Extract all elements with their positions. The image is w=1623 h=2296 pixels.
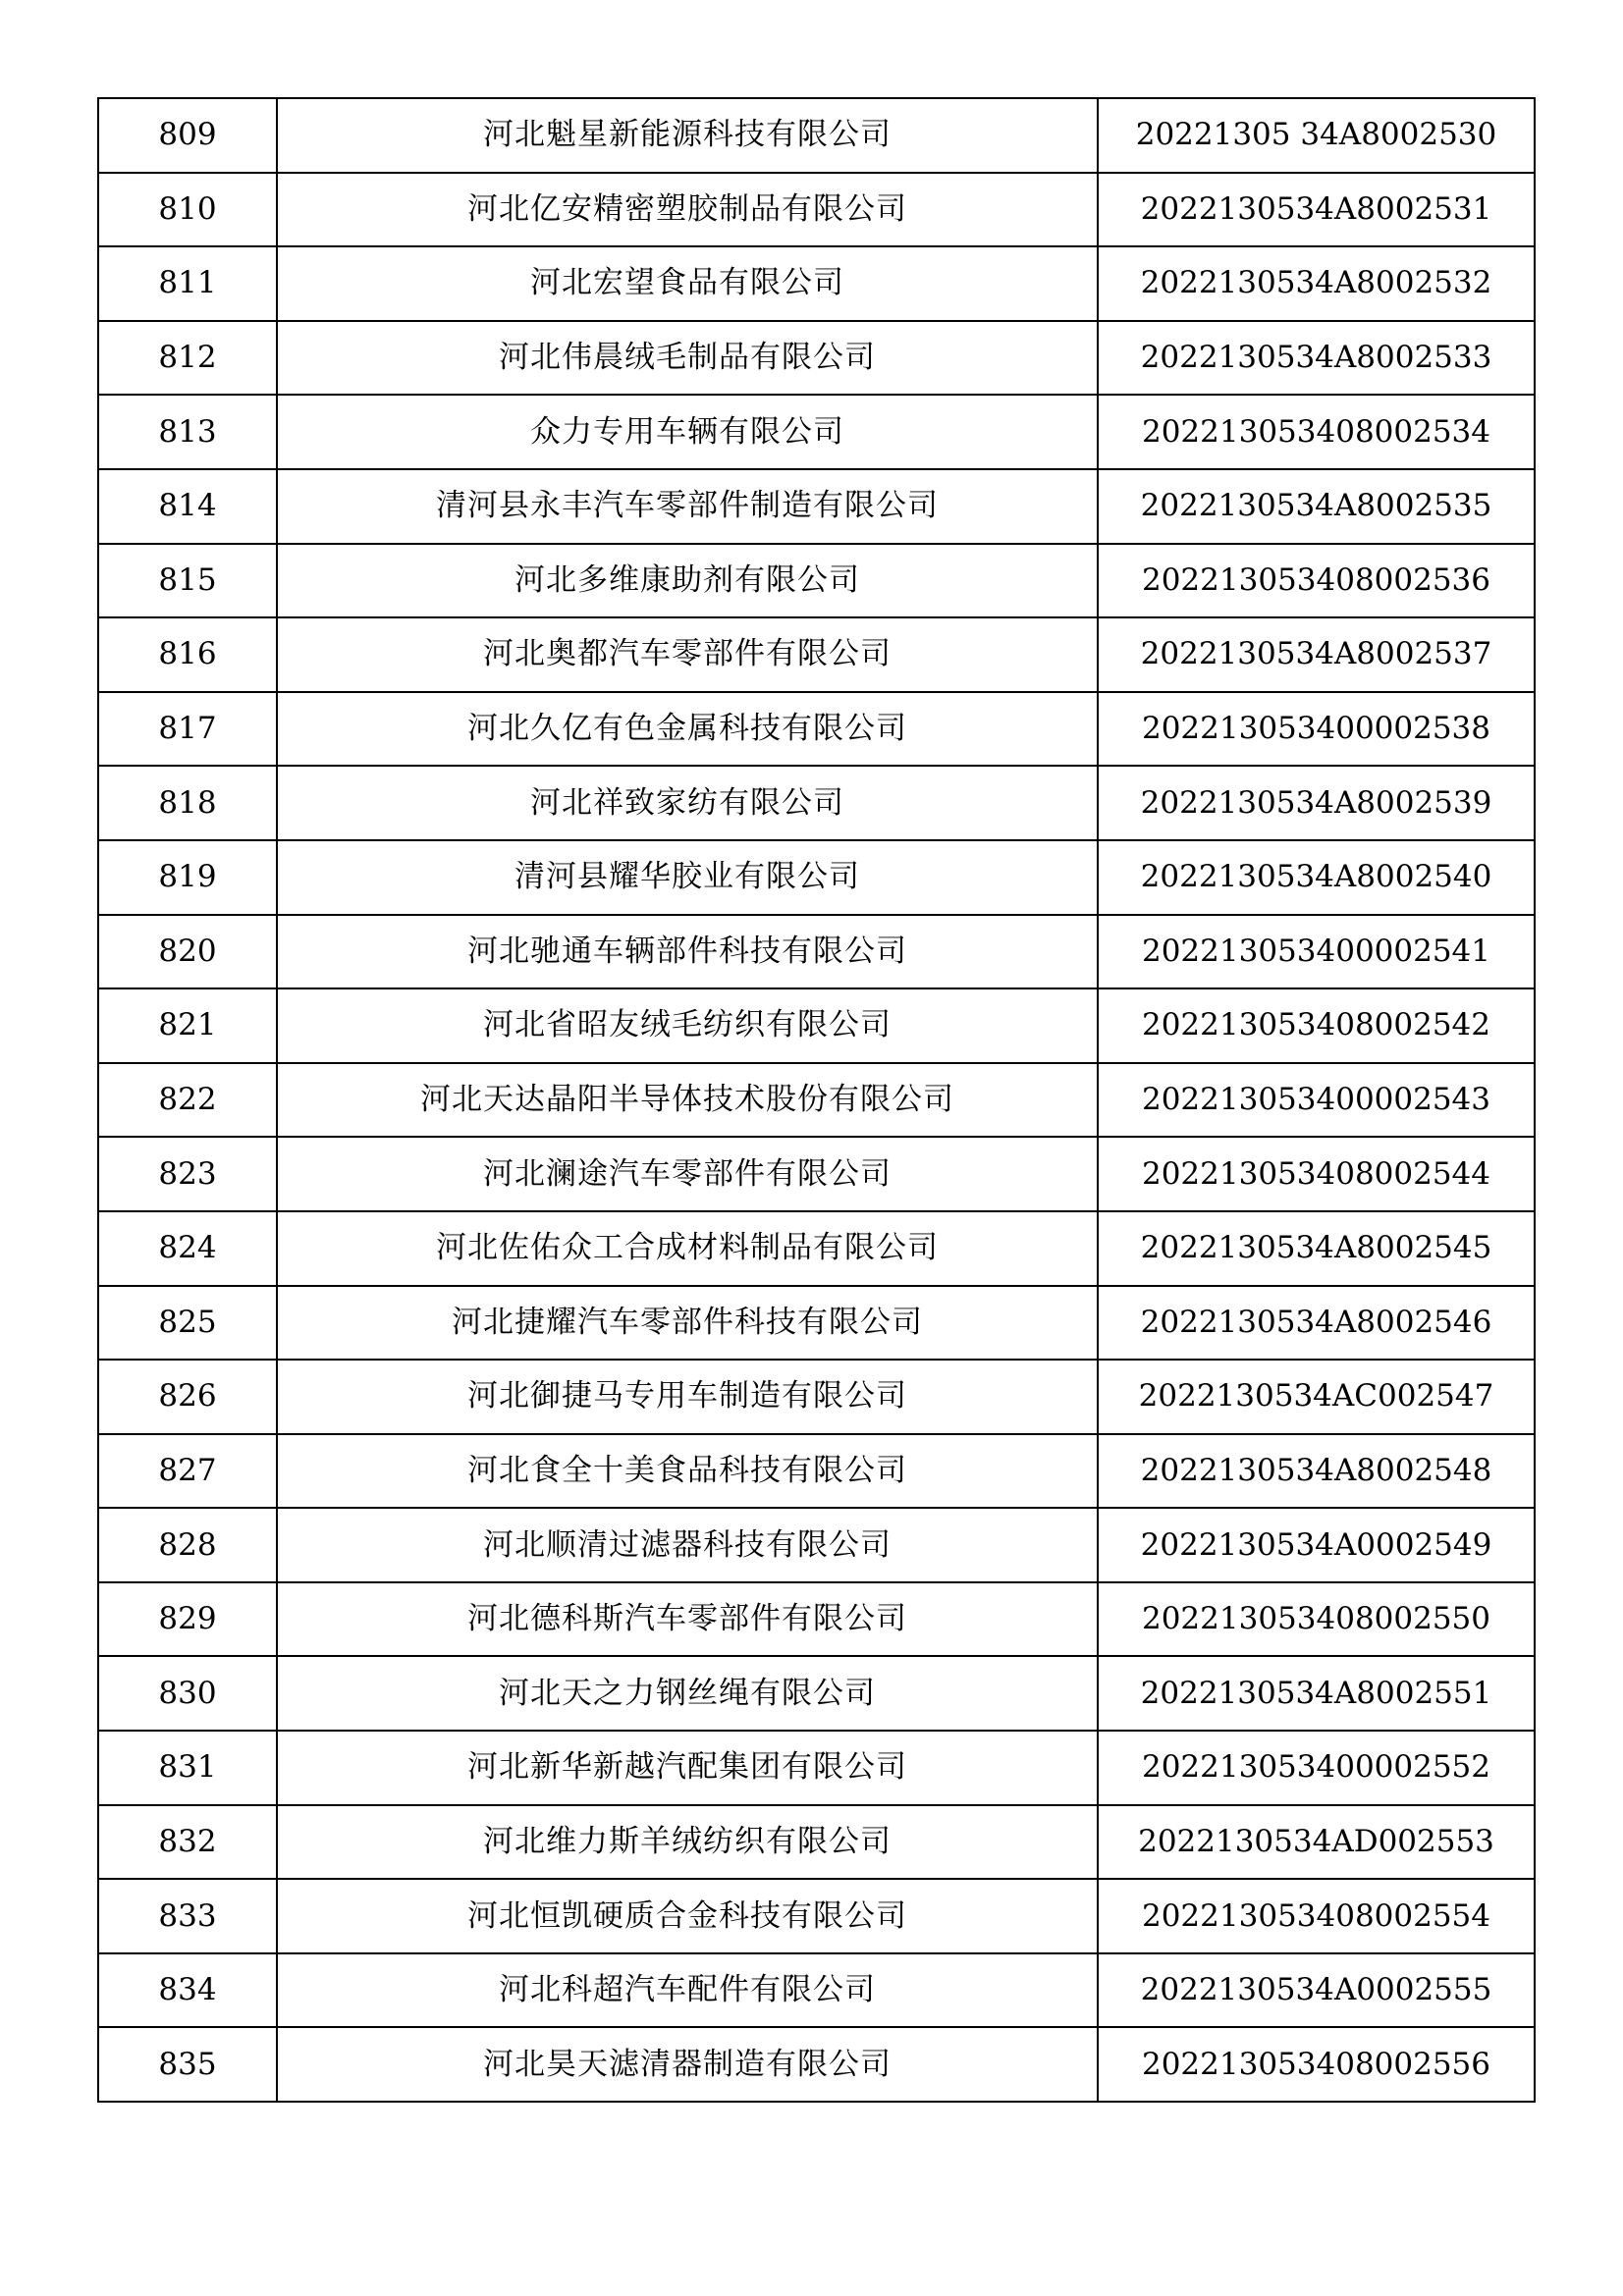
- company-name: 河北魁星新能源科技有限公司: [277, 98, 1098, 173]
- registration-code: 202213053408002544: [1098, 1137, 1535, 1211]
- row-number: 816: [98, 617, 277, 692]
- registration-code: 2022130534A8002533: [1098, 321, 1535, 396]
- row-number: 830: [98, 1656, 277, 1731]
- row-number: 814: [98, 469, 277, 544]
- row-number: 811: [98, 246, 277, 321]
- company-name: 河北祥致家纺有限公司: [277, 766, 1098, 840]
- table-row: [98, 915, 1535, 989]
- company-name: 河北恒凯硬质合金科技有限公司: [277, 1879, 1098, 1953]
- company-name: 河北省昭友绒毛纺织有限公司: [277, 988, 1098, 1063]
- row-number: 823: [98, 1137, 277, 1211]
- table-body: [98, 98, 1535, 2102]
- registration-code: 2022130534A0002555: [1098, 1953, 1535, 2028]
- registration-code: 202213053400002552: [1098, 1731, 1535, 1805]
- registration-code: 2022130534A8002532: [1098, 246, 1535, 321]
- row-number: 822: [98, 1063, 277, 1138]
- table-row: [98, 1063, 1535, 1138]
- table-row: [98, 1286, 1535, 1361]
- registration-code: 2022130534A0002549: [1098, 1508, 1535, 1582]
- table-row: [98, 1211, 1535, 1286]
- table-row: [98, 1508, 1535, 1582]
- registration-code: 202213053408002534: [1098, 395, 1535, 469]
- table-row: [98, 544, 1535, 618]
- row-number: 834: [98, 1953, 277, 2028]
- table-row: [98, 1656, 1535, 1731]
- row-number: 819: [98, 840, 277, 915]
- table-row: [98, 395, 1535, 469]
- row-number: 832: [98, 1805, 277, 1880]
- company-name: 河北顺清过滤器科技有限公司: [277, 1508, 1098, 1582]
- registration-code: 202213053400002543: [1098, 1063, 1535, 1138]
- registration-code: 202213053408002556: [1098, 2027, 1535, 2102]
- table-row: [98, 1582, 1535, 1657]
- row-number: 809: [98, 98, 277, 173]
- company-registry-table: [97, 97, 1536, 2103]
- company-name: 河北驰通车辆部件科技有限公司: [277, 915, 1098, 989]
- registration-code: 2022130534A8002545: [1098, 1211, 1535, 1286]
- registration-code: 2022130534A8002537: [1098, 617, 1535, 692]
- company-name: 河北澜途汽车零部件有限公司: [277, 1137, 1098, 1211]
- table-row: [98, 617, 1535, 692]
- table-row: [98, 1879, 1535, 1953]
- registration-code: 2022130534A8002548: [1098, 1434, 1535, 1509]
- table-row: [98, 1953, 1535, 2028]
- registration-code: 2022130534A8002546: [1098, 1286, 1535, 1361]
- registration-code: 2022130534AC002547: [1098, 1360, 1535, 1434]
- company-name: 河北佐佑众工合成材料制品有限公司: [277, 1211, 1098, 1286]
- row-number: 828: [98, 1508, 277, 1582]
- table-row: [98, 469, 1535, 544]
- row-number: 812: [98, 321, 277, 396]
- row-number: 831: [98, 1731, 277, 1805]
- row-number: 813: [98, 395, 277, 469]
- row-number: 835: [98, 2027, 277, 2102]
- registration-code: 202213053408002550: [1098, 1582, 1535, 1657]
- registration-code: 202213053408002542: [1098, 988, 1535, 1063]
- row-number: 829: [98, 1582, 277, 1657]
- company-name: 河北德科斯汽车零部件有限公司: [277, 1582, 1098, 1657]
- row-number: 833: [98, 1879, 277, 1953]
- company-name: 河北天达晶阳半导体技术股份有限公司: [277, 1063, 1098, 1138]
- registration-code: 2022130534AD002553: [1098, 1805, 1535, 1880]
- table-row: [98, 98, 1535, 173]
- company-name: 清河县耀华胶业有限公司: [277, 840, 1098, 915]
- row-number: 820: [98, 915, 277, 989]
- table-row: [98, 1434, 1535, 1509]
- company-name: 河北伟晨绒毛制品有限公司: [277, 321, 1098, 396]
- company-name: 河北捷耀汽车零部件科技有限公司: [277, 1286, 1098, 1361]
- company-name: 清河县永丰汽车零部件制造有限公司: [277, 469, 1098, 544]
- table-row: [98, 840, 1535, 915]
- table-row: [98, 321, 1535, 396]
- registration-code: 2022130534A8002531: [1098, 173, 1535, 247]
- table-row: [98, 1137, 1535, 1211]
- company-name: 河北天之力钢丝绳有限公司: [277, 1656, 1098, 1731]
- company-name: 河北奥都汽车零部件有限公司: [277, 617, 1098, 692]
- company-name: 河北御捷马专用车制造有限公司: [277, 1360, 1098, 1434]
- company-name: 河北亿安精密塑胶制品有限公司: [277, 173, 1098, 247]
- company-name: 河北新华新越汽配集团有限公司: [277, 1731, 1098, 1805]
- table-row: [98, 1360, 1535, 1434]
- table-row: [98, 173, 1535, 247]
- company-name: 河北科超汽车配件有限公司: [277, 1953, 1098, 2028]
- registration-code: 202213053400002541: [1098, 915, 1535, 989]
- company-name: 众力专用车辆有限公司: [277, 395, 1098, 469]
- row-number: 817: [98, 692, 277, 767]
- registration-code: 202213053408002554: [1098, 1879, 1535, 1953]
- row-number: 826: [98, 1360, 277, 1434]
- registration-code: 202213053400002538: [1098, 692, 1535, 767]
- table-row: [98, 1731, 1535, 1805]
- table-row: [98, 246, 1535, 321]
- table-row: [98, 988, 1535, 1063]
- company-name: 河北多维康助剂有限公司: [277, 544, 1098, 618]
- row-number: 825: [98, 1286, 277, 1361]
- registration-code: 2022130534A8002535: [1098, 469, 1535, 544]
- registration-code: 2022130534A8002551: [1098, 1656, 1535, 1731]
- company-name: 河北宏望食品有限公司: [277, 246, 1098, 321]
- registration-code: 20221305 34A8002530: [1098, 98, 1535, 173]
- company-name: 河北昊天滤清器制造有限公司: [277, 2027, 1098, 2102]
- company-name: 河北久亿有色金属科技有限公司: [277, 692, 1098, 767]
- row-number: 815: [98, 544, 277, 618]
- registration-code: 2022130534A8002540: [1098, 840, 1535, 915]
- company-name: 河北食全十美食品科技有限公司: [277, 1434, 1098, 1509]
- table-row: [98, 2027, 1535, 2102]
- table-row: [98, 766, 1535, 840]
- registration-code: 2022130534A8002539: [1098, 766, 1535, 840]
- table-row: [98, 1805, 1535, 1880]
- company-name: 河北维力斯羊绒纺织有限公司: [277, 1805, 1098, 1880]
- row-number: 810: [98, 173, 277, 247]
- row-number: 827: [98, 1434, 277, 1509]
- row-number: 821: [98, 988, 277, 1063]
- row-number: 818: [98, 766, 277, 840]
- row-number: 824: [98, 1211, 277, 1286]
- table-row: [98, 692, 1535, 767]
- registration-code: 202213053408002536: [1098, 544, 1535, 618]
